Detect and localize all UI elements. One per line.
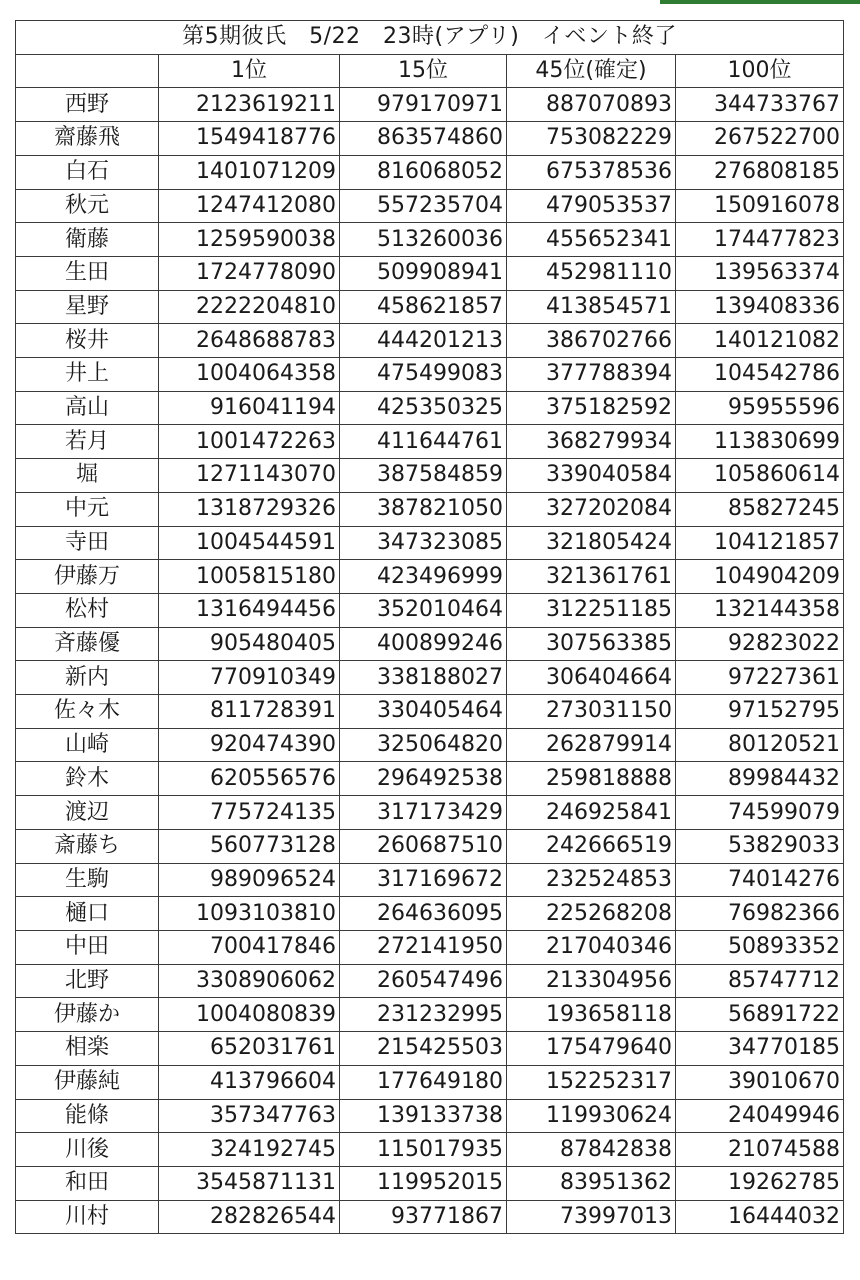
points-cell-rank-1: 2222204810 bbox=[159, 290, 340, 324]
member-name-cell: 伊藤万 bbox=[16, 560, 159, 594]
points-cell-rank-45: 887070893 bbox=[507, 88, 676, 122]
member-name-cell: 能條 bbox=[16, 1099, 159, 1133]
member-name-cell: 西野 bbox=[16, 88, 159, 122]
points-cell-rank-15: 296492538 bbox=[340, 762, 507, 796]
member-name-cell: 渡辺 bbox=[16, 796, 159, 830]
points-cell-rank-15: 400899246 bbox=[340, 627, 507, 661]
member-name-cell: 鈴木 bbox=[16, 762, 159, 796]
points-cell-rank-45: 175479640 bbox=[507, 1032, 676, 1066]
points-cell-rank-1: 1004064358 bbox=[159, 358, 340, 392]
points-cell-rank-100: 74014276 bbox=[676, 863, 844, 897]
points-cell-rank-45: 232524853 bbox=[507, 863, 676, 897]
points-cell-rank-100: 139563374 bbox=[676, 256, 844, 290]
points-cell-rank-1: 1271143070 bbox=[159, 459, 340, 493]
points-cell-rank-100: 113830699 bbox=[676, 425, 844, 459]
points-cell-rank-15: 272141950 bbox=[340, 930, 507, 964]
points-cell-rank-1: 1001472263 bbox=[159, 425, 340, 459]
points-cell-rank-1: 413796604 bbox=[159, 1065, 340, 1099]
points-cell-rank-100: 80120521 bbox=[676, 728, 844, 762]
points-cell-rank-15: 475499083 bbox=[340, 358, 507, 392]
table-row bbox=[16, 189, 844, 223]
points-cell-rank-1: 1247412080 bbox=[159, 189, 340, 223]
points-cell-rank-45: 306404664 bbox=[507, 661, 676, 695]
table-row bbox=[16, 796, 844, 830]
member-name-cell: 衛藤 bbox=[16, 223, 159, 257]
points-cell-rank-100: 92823022 bbox=[676, 627, 844, 661]
table-row bbox=[16, 930, 844, 964]
points-cell-rank-1: 1093103810 bbox=[159, 897, 340, 931]
points-cell-rank-45: 339040584 bbox=[507, 459, 676, 493]
points-cell-rank-1: 1005815180 bbox=[159, 560, 340, 594]
points-cell-rank-1: 652031761 bbox=[159, 1032, 340, 1066]
points-cell-rank-45: 321805424 bbox=[507, 526, 676, 560]
status-accent-line bbox=[660, 0, 860, 4]
table-row bbox=[16, 627, 844, 661]
points-cell-rank-100: 104121857 bbox=[676, 526, 844, 560]
table-row bbox=[16, 122, 844, 156]
member-name-cell: 山崎 bbox=[16, 728, 159, 762]
points-cell-rank-100: 150916078 bbox=[676, 189, 844, 223]
points-cell-rank-15: 347323085 bbox=[340, 526, 507, 560]
points-cell-rank-15: 317173429 bbox=[340, 796, 507, 830]
points-cell-rank-45: 273031150 bbox=[507, 695, 676, 729]
points-cell-rank-1: 1259590038 bbox=[159, 223, 340, 257]
points-cell-rank-1: 1316494456 bbox=[159, 593, 340, 627]
member-name-cell: 生田 bbox=[16, 256, 159, 290]
points-cell-rank-100: 174477823 bbox=[676, 223, 844, 257]
member-name-cell: 川村 bbox=[16, 1200, 159, 1234]
points-cell-rank-1: 1724778090 bbox=[159, 256, 340, 290]
points-cell-rank-45: 307563385 bbox=[507, 627, 676, 661]
table-row bbox=[16, 1065, 844, 1099]
points-cell-rank-100: 139408336 bbox=[676, 290, 844, 324]
points-cell-rank-100: 19262785 bbox=[676, 1166, 844, 1200]
table-row bbox=[16, 762, 844, 796]
member-name-cell: 和田 bbox=[16, 1166, 159, 1200]
points-cell-rank-45: 262879914 bbox=[507, 728, 676, 762]
points-cell-rank-45: 225268208 bbox=[507, 897, 676, 931]
table-row bbox=[16, 593, 844, 627]
points-cell-rank-45: 259818888 bbox=[507, 762, 676, 796]
member-name-cell: 伊藤純 bbox=[16, 1065, 159, 1099]
points-cell-rank-100: 97227361 bbox=[676, 661, 844, 695]
points-cell-rank-1: 2648688783 bbox=[159, 324, 340, 358]
points-cell-rank-45: 452981110 bbox=[507, 256, 676, 290]
points-cell-rank-45: 375182592 bbox=[507, 391, 676, 425]
column-header-rank-15: 15位 bbox=[340, 54, 507, 88]
points-cell-rank-1: 920474390 bbox=[159, 728, 340, 762]
points-cell-rank-1: 3545871131 bbox=[159, 1166, 340, 1200]
points-cell-rank-1: 989096524 bbox=[159, 863, 340, 897]
points-cell-rank-100: 56891722 bbox=[676, 998, 844, 1032]
points-cell-rank-100: 76982366 bbox=[676, 897, 844, 931]
member-name-cell: 寺田 bbox=[16, 526, 159, 560]
points-cell-rank-15: 177649180 bbox=[340, 1065, 507, 1099]
member-name-cell: 井上 bbox=[16, 358, 159, 392]
points-cell-rank-15: 387821050 bbox=[340, 492, 507, 526]
points-cell-rank-15: 425350325 bbox=[340, 391, 507, 425]
points-cell-rank-15: 338188027 bbox=[340, 661, 507, 695]
member-name-cell: 若月 bbox=[16, 425, 159, 459]
header-row bbox=[16, 54, 844, 88]
points-cell-rank-15: 557235704 bbox=[340, 189, 507, 223]
corner-cell bbox=[16, 54, 159, 88]
points-cell-rank-1: 324192745 bbox=[159, 1133, 340, 1167]
points-cell-rank-100: 97152795 bbox=[676, 695, 844, 729]
points-cell-rank-100: 104542786 bbox=[676, 358, 844, 392]
points-cell-rank-100: 140121082 bbox=[676, 324, 844, 358]
table-row bbox=[16, 223, 844, 257]
table-row bbox=[16, 829, 844, 863]
points-cell-rank-100: 34770185 bbox=[676, 1032, 844, 1066]
points-cell-rank-15: 264636095 bbox=[340, 897, 507, 931]
member-name-cell: 伊藤か bbox=[16, 998, 159, 1032]
points-cell-rank-1: 282826544 bbox=[159, 1200, 340, 1234]
table-row bbox=[16, 391, 844, 425]
column-header-rank-45: 45位(確定) bbox=[507, 54, 676, 88]
points-cell-rank-100: 53829033 bbox=[676, 829, 844, 863]
points-cell-rank-100: 276808185 bbox=[676, 155, 844, 189]
table-row bbox=[16, 1099, 844, 1133]
points-cell-rank-1: 620556576 bbox=[159, 762, 340, 796]
member-name-cell: 斎藤ち bbox=[16, 829, 159, 863]
ranking-table-body bbox=[16, 21, 844, 1234]
table-row bbox=[16, 459, 844, 493]
table-row bbox=[16, 256, 844, 290]
points-cell-rank-100: 105860614 bbox=[676, 459, 844, 493]
table-row bbox=[16, 526, 844, 560]
points-cell-rank-15: 423496999 bbox=[340, 560, 507, 594]
member-name-cell: 中元 bbox=[16, 492, 159, 526]
points-cell-rank-45: 479053537 bbox=[507, 189, 676, 223]
points-cell-rank-45: 83951362 bbox=[507, 1166, 676, 1200]
points-cell-rank-15: 139133738 bbox=[340, 1099, 507, 1133]
points-cell-rank-45: 213304956 bbox=[507, 964, 676, 998]
points-cell-rank-15: 93771867 bbox=[340, 1200, 507, 1234]
points-cell-rank-45: 321361761 bbox=[507, 560, 676, 594]
table-row bbox=[16, 290, 844, 324]
points-cell-rank-45: 455652341 bbox=[507, 223, 676, 257]
points-cell-rank-15: 458621857 bbox=[340, 290, 507, 324]
points-cell-rank-15: 115017935 bbox=[340, 1133, 507, 1167]
member-name-cell: 北野 bbox=[16, 964, 159, 998]
member-name-cell: 松村 bbox=[16, 593, 159, 627]
points-cell-rank-1: 905480405 bbox=[159, 627, 340, 661]
points-cell-rank-100: 95955596 bbox=[676, 391, 844, 425]
points-cell-rank-15: 330405464 bbox=[340, 695, 507, 729]
points-cell-rank-100: 85747712 bbox=[676, 964, 844, 998]
table-row bbox=[16, 695, 844, 729]
top-strip bbox=[0, 0, 860, 20]
points-cell-rank-1: 1401071209 bbox=[159, 155, 340, 189]
points-cell-rank-100: 344733767 bbox=[676, 88, 844, 122]
points-cell-rank-45: 753082229 bbox=[507, 122, 676, 156]
member-name-cell: 新内 bbox=[16, 661, 159, 695]
table-row bbox=[16, 425, 844, 459]
table-row bbox=[16, 1200, 844, 1234]
points-cell-rank-45: 152252317 bbox=[507, 1065, 676, 1099]
member-name-cell: 相楽 bbox=[16, 1032, 159, 1066]
points-cell-rank-15: 411644761 bbox=[340, 425, 507, 459]
points-cell-rank-1: 1549418776 bbox=[159, 122, 340, 156]
member-name-cell: 桜井 bbox=[16, 324, 159, 358]
points-cell-rank-100: 24049946 bbox=[676, 1099, 844, 1133]
points-cell-rank-15: 979170971 bbox=[340, 88, 507, 122]
table-row bbox=[16, 897, 844, 931]
table-row bbox=[16, 1032, 844, 1066]
points-cell-rank-45: 675378536 bbox=[507, 155, 676, 189]
points-cell-rank-15: 317169672 bbox=[340, 863, 507, 897]
points-cell-rank-15: 444201213 bbox=[340, 324, 507, 358]
points-cell-rank-45: 386702766 bbox=[507, 324, 676, 358]
points-cell-rank-15: 215425503 bbox=[340, 1032, 507, 1066]
table-row bbox=[16, 324, 844, 358]
table-row bbox=[16, 728, 844, 762]
points-cell-rank-1: 560773128 bbox=[159, 829, 340, 863]
column-header-rank-1: 1位 bbox=[159, 54, 340, 88]
points-cell-rank-15: 325064820 bbox=[340, 728, 507, 762]
table-row bbox=[16, 560, 844, 594]
points-cell-rank-15: 509908941 bbox=[340, 256, 507, 290]
table-row bbox=[16, 998, 844, 1032]
points-cell-rank-1: 1004544591 bbox=[159, 526, 340, 560]
points-cell-rank-45: 327202084 bbox=[507, 492, 676, 526]
table-row bbox=[16, 863, 844, 897]
points-cell-rank-100: 74599079 bbox=[676, 796, 844, 830]
table-row bbox=[16, 661, 844, 695]
points-cell-rank-15: 387584859 bbox=[340, 459, 507, 493]
points-cell-rank-45: 217040346 bbox=[507, 930, 676, 964]
points-cell-rank-45: 193658118 bbox=[507, 998, 676, 1032]
member-name-cell: 生駒 bbox=[16, 863, 159, 897]
points-cell-rank-100: 21074588 bbox=[676, 1133, 844, 1167]
points-cell-rank-45: 413854571 bbox=[507, 290, 676, 324]
member-name-cell: 川後 bbox=[16, 1133, 159, 1167]
points-cell-rank-45: 242666519 bbox=[507, 829, 676, 863]
points-cell-rank-1: 811728391 bbox=[159, 695, 340, 729]
table-row bbox=[16, 358, 844, 392]
member-name-cell: 齋藤飛 bbox=[16, 122, 159, 156]
points-cell-rank-100: 89984432 bbox=[676, 762, 844, 796]
points-cell-rank-15: 816068052 bbox=[340, 155, 507, 189]
points-cell-rank-1: 1004080839 bbox=[159, 998, 340, 1032]
title-row bbox=[16, 21, 844, 55]
member-name-cell: 佐々木 bbox=[16, 695, 159, 729]
points-cell-rank-15: 260687510 bbox=[340, 829, 507, 863]
points-cell-rank-15: 231232995 bbox=[340, 998, 507, 1032]
table-title: 第5期彼氏 5/22 23時(アプリ) イベント終了 bbox=[16, 21, 844, 55]
points-cell-rank-45: 368279934 bbox=[507, 425, 676, 459]
points-cell-rank-45: 87842838 bbox=[507, 1133, 676, 1167]
column-header-rank-100: 100位 bbox=[676, 54, 844, 88]
member-name-cell: 斉藤優 bbox=[16, 627, 159, 661]
table-row bbox=[16, 1133, 844, 1167]
points-cell-rank-100: 39010670 bbox=[676, 1065, 844, 1099]
points-cell-rank-100: 132144358 bbox=[676, 593, 844, 627]
points-cell-rank-45: 119930624 bbox=[507, 1099, 676, 1133]
points-cell-rank-15: 352010464 bbox=[340, 593, 507, 627]
member-name-cell: 秋元 bbox=[16, 189, 159, 223]
points-cell-rank-1: 916041194 bbox=[159, 391, 340, 425]
member-name-cell: 堀 bbox=[16, 459, 159, 493]
ranking-table bbox=[15, 20, 844, 1234]
member-name-cell: 樋口 bbox=[16, 897, 159, 931]
points-cell-rank-100: 50893352 bbox=[676, 930, 844, 964]
points-cell-rank-1: 770910349 bbox=[159, 661, 340, 695]
points-cell-rank-1: 775724135 bbox=[159, 796, 340, 830]
points-cell-rank-15: 260547496 bbox=[340, 964, 507, 998]
table-row bbox=[16, 964, 844, 998]
points-cell-rank-45: 246925841 bbox=[507, 796, 676, 830]
points-cell-rank-45: 73997013 bbox=[507, 1200, 676, 1234]
table-row bbox=[16, 88, 844, 122]
table-row bbox=[16, 155, 844, 189]
points-cell-rank-45: 312251185 bbox=[507, 593, 676, 627]
points-cell-rank-100: 104904209 bbox=[676, 560, 844, 594]
member-name-cell: 白石 bbox=[16, 155, 159, 189]
points-cell-rank-1: 2123619211 bbox=[159, 88, 340, 122]
points-cell-rank-100: 85827245 bbox=[676, 492, 844, 526]
points-cell-rank-1: 3308906062 bbox=[159, 964, 340, 998]
points-cell-rank-100: 267522700 bbox=[676, 122, 844, 156]
points-cell-rank-15: 513260036 bbox=[340, 223, 507, 257]
points-cell-rank-45: 377788394 bbox=[507, 358, 676, 392]
points-cell-rank-15: 119952015 bbox=[340, 1166, 507, 1200]
member-name-cell: 中田 bbox=[16, 930, 159, 964]
member-name-cell: 高山 bbox=[16, 391, 159, 425]
points-cell-rank-15: 863574860 bbox=[340, 122, 507, 156]
member-name-cell: 星野 bbox=[16, 290, 159, 324]
points-cell-rank-1: 700417846 bbox=[159, 930, 340, 964]
table-row bbox=[16, 492, 844, 526]
points-cell-rank-100: 16444032 bbox=[676, 1200, 844, 1234]
points-cell-rank-1: 357347763 bbox=[159, 1099, 340, 1133]
table-row bbox=[16, 1166, 844, 1200]
points-cell-rank-1: 1318729326 bbox=[159, 492, 340, 526]
